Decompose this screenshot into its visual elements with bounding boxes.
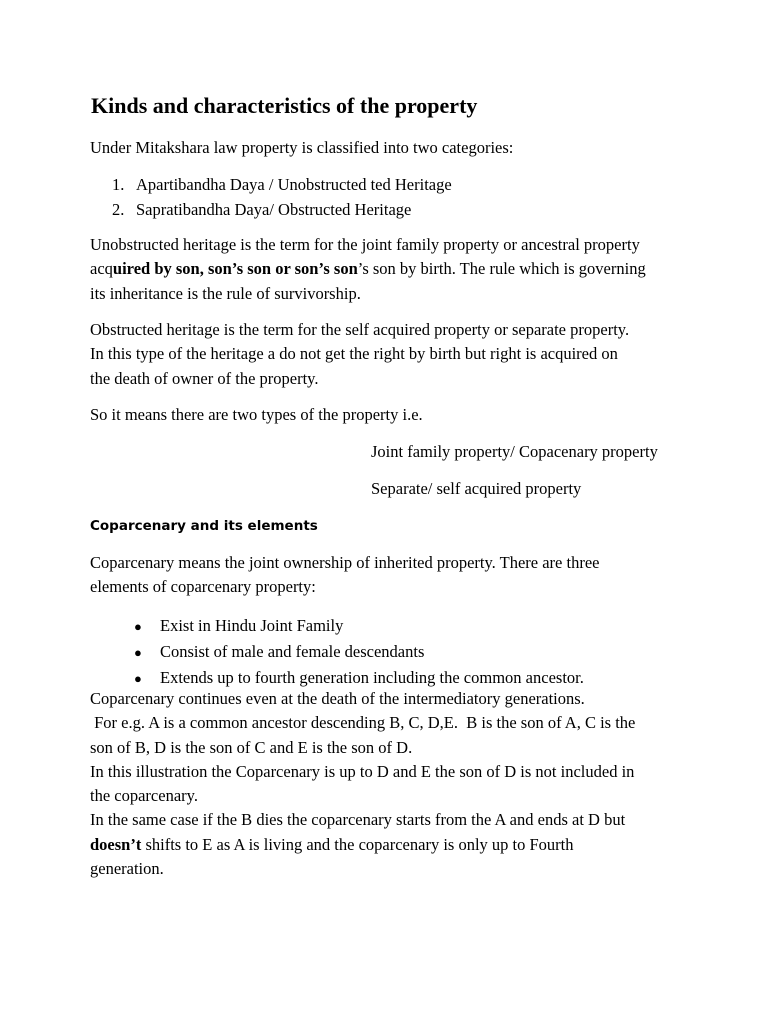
text-line: For e.g. A is a common ancestor descending B, C, D,E. B is the son of A, C is the xyxy=(90,713,636,733)
categories-list xyxy=(112,173,452,222)
coparcenary-paragraph xyxy=(90,551,599,600)
bullet-icon: ● xyxy=(134,619,142,634)
bold-text-run: doesn’t xyxy=(90,834,142,854)
obstructed-paragraph xyxy=(90,318,629,391)
text-line: the coparcenary. xyxy=(90,786,198,806)
section-heading: Coparcenary and its elements xyxy=(90,518,318,534)
text-line: generation. xyxy=(90,859,164,879)
list-item-text: Consist of male and female descendants xyxy=(160,642,425,661)
list-item-text: Apartibandha Daya / Unobstructed ted Heritage xyxy=(136,175,452,194)
text-line: In this illustration the Coparcenary is up to D and E the son of D is not included in xyxy=(90,761,635,781)
unobstructed-paragraph xyxy=(90,233,646,306)
page-title: Kinds and characteristics of the property xyxy=(91,93,478,118)
text-line: Obstructed heritage is the term for the self acquired property or separate property. xyxy=(90,320,630,339)
text-line: Coparcenary means the joint ownership of inherited property. There are three xyxy=(90,553,600,572)
list-item-text: Sapratibandha Daya/ Obstructed Heritage xyxy=(136,199,412,219)
list-number: 2. xyxy=(112,199,125,219)
bold-text-run: uired by son, son’s son or son’s son xyxy=(112,259,358,279)
text-line: In the same case if the B dies the coparcenary starts from the A and ends at D but xyxy=(90,810,626,830)
elements-list xyxy=(134,613,584,691)
list-item xyxy=(112,173,452,198)
list-number: 1. xyxy=(112,175,125,194)
list-item xyxy=(112,198,452,223)
text-run: acq xyxy=(90,259,113,279)
text-line: son of B, D is the son of C and E is the son of D. xyxy=(90,737,413,757)
text-line: elements of coparcenary property: xyxy=(90,577,316,597)
text-line: Unobstructed heritage is the term for the joint family property or ancestral property xyxy=(90,235,640,254)
bullet-icon: ● xyxy=(134,671,142,686)
intro-paragraph: Under Mitakshara law property is classified into two categories: xyxy=(90,138,514,157)
list-item-text: Exist in Hindu Joint Family xyxy=(160,616,344,635)
text-line xyxy=(90,833,635,857)
property-type-joint: Joint family property/ Copacenary property xyxy=(371,442,658,461)
types-intro: So it means there are two types of the property i.e. xyxy=(90,405,423,424)
list-item xyxy=(134,613,584,639)
text-line xyxy=(90,257,646,281)
text-line: Coparcenary continues even at the death of the intermediatory generations. xyxy=(90,689,585,708)
property-type-separate: Separate/ self acquired property xyxy=(371,479,582,498)
text-run: ’s son by birth. The rule which is governing xyxy=(357,259,646,279)
text-run: shifts to E as A is living and the coparcenary is only up to Fourth xyxy=(141,834,574,854)
text-line: the death of owner of the property. xyxy=(90,368,319,388)
list-item-text: Extends up to fourth generation including the common ancestor. xyxy=(160,668,584,687)
closing-paragraph xyxy=(90,687,635,881)
text-line: its inheritance is the rule of survivorship. xyxy=(90,283,361,303)
list-item xyxy=(134,639,584,665)
text-line: In this type of the heritage a do not get the right by birth but right is acquired on xyxy=(90,344,618,364)
bullet-icon: ● xyxy=(134,645,142,660)
